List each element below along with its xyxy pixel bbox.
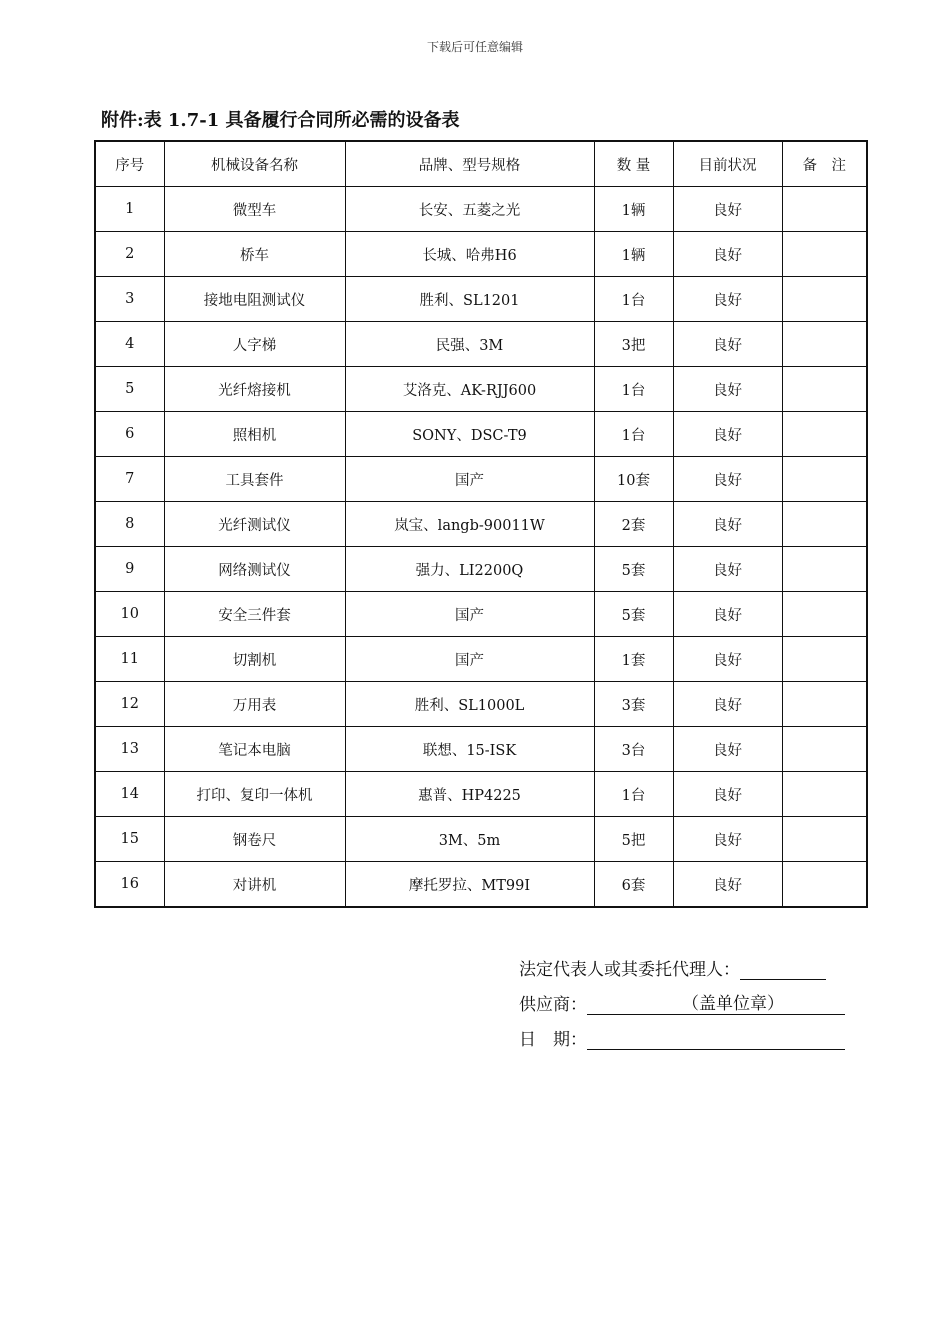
- cell-remarks: [782, 457, 867, 502]
- cell-brand-model: 长城、哈弗H6: [345, 232, 594, 277]
- cell-brand-model: 国产: [345, 592, 594, 637]
- cell-status: 良好: [673, 862, 782, 908]
- cell-quantity: 1台: [594, 277, 673, 322]
- cell-remarks: [782, 277, 867, 322]
- header-index: 序号: [95, 141, 164, 187]
- table-row: [95, 457, 867, 502]
- cell-status: 良好: [673, 592, 782, 637]
- cell-status: 良好: [673, 637, 782, 682]
- table-row: [95, 277, 867, 322]
- cell-remarks: [782, 592, 867, 637]
- table-row: [95, 637, 867, 682]
- representative-row: [519, 945, 845, 980]
- cell-quantity: 2套: [594, 502, 673, 547]
- cell-equipment-name: 微型车: [164, 187, 345, 232]
- cell-brand-model: 艾洛克、AK-RJJ600: [345, 367, 594, 412]
- cell-status: 良好: [673, 367, 782, 412]
- cell-remarks: [782, 862, 867, 908]
- table-row: [95, 772, 867, 817]
- cell-quantity: 1套: [594, 637, 673, 682]
- cell-equipment-name: 钢卷尺: [164, 817, 345, 862]
- supplier-label: 供应商：: [519, 995, 587, 1015]
- cell-brand-model: 联想、15-ISK: [345, 727, 594, 772]
- cell-quantity: 3台: [594, 727, 673, 772]
- table-row: [95, 502, 867, 547]
- cell-index: 7: [95, 457, 164, 502]
- cell-equipment-name: 笔记本电脑: [164, 727, 345, 772]
- cell-remarks: [782, 817, 867, 862]
- cell-status: 良好: [673, 232, 782, 277]
- cell-remarks: [782, 367, 867, 412]
- cell-status: 良好: [673, 412, 782, 457]
- cell-equipment-name: 安全三件套: [164, 592, 345, 637]
- table-row: [95, 817, 867, 862]
- cell-status: 良好: [673, 187, 782, 232]
- cell-equipment-name: 光纤熔接机: [164, 367, 345, 412]
- cell-equipment-name: 人字梯: [164, 322, 345, 367]
- cell-remarks: [782, 412, 867, 457]
- header-note: 下载后可任意编辑: [426, 40, 523, 54]
- cell-brand-model: 摩托罗拉、MT99I: [345, 862, 594, 908]
- cell-brand-model: 3M、5m: [345, 817, 594, 862]
- cell-quantity: 1台: [594, 412, 673, 457]
- cell-remarks: [782, 502, 867, 547]
- cell-status: 良好: [673, 772, 782, 817]
- cell-index: 2: [95, 232, 164, 277]
- signature-block: [519, 945, 845, 1050]
- cell-remarks: [782, 187, 867, 232]
- cell-remarks: [782, 772, 867, 817]
- cell-quantity: 3套: [594, 682, 673, 727]
- cell-equipment-name: 万用表: [164, 682, 345, 727]
- table-row: [95, 367, 867, 412]
- table-row: [95, 187, 867, 232]
- cell-index: 15: [95, 817, 164, 862]
- cell-index: 8: [95, 502, 164, 547]
- cell-status: 良好: [673, 817, 782, 862]
- table-row: [95, 682, 867, 727]
- header-quantity: 数 量: [594, 141, 673, 187]
- header-remarks: 备 注: [782, 141, 867, 187]
- cell-status: 良好: [673, 727, 782, 772]
- cell-equipment-name: 工具套件: [164, 457, 345, 502]
- cell-remarks: [782, 547, 867, 592]
- cell-quantity: 1台: [594, 367, 673, 412]
- cell-index: 13: [95, 727, 164, 772]
- cell-index: 12: [95, 682, 164, 727]
- cell-index: 11: [95, 637, 164, 682]
- cell-remarks: [782, 727, 867, 772]
- cell-status: 良好: [673, 682, 782, 727]
- cell-quantity: 5把: [594, 817, 673, 862]
- cell-brand-model: 岚宝、langb-90011W: [345, 502, 594, 547]
- cell-equipment-name: 光纤测试仪: [164, 502, 345, 547]
- table-body: [95, 187, 867, 908]
- cell-equipment-name: 照相机: [164, 412, 345, 457]
- cell-brand-model: 国产: [345, 637, 594, 682]
- cell-status: 良好: [673, 547, 782, 592]
- cell-brand-model: 胜利、SL1201: [345, 277, 594, 322]
- cell-quantity: 1辆: [594, 232, 673, 277]
- cell-equipment-name: 网络测试仪: [164, 547, 345, 592]
- cell-status: 良好: [673, 502, 782, 547]
- cell-index: 6: [95, 412, 164, 457]
- cell-equipment-name: 对讲机: [164, 862, 345, 908]
- cell-brand-model: 民强、3M: [345, 322, 594, 367]
- cell-equipment-name: 切割机: [164, 637, 345, 682]
- table-row: [95, 862, 867, 908]
- cell-quantity: 6套: [594, 862, 673, 908]
- document-title: 附件:表 1.7-1 具备履行合同所必需的设备表: [101, 110, 460, 131]
- table-header-row: [95, 141, 867, 187]
- cell-quantity: 3把: [594, 322, 673, 367]
- cell-index: 3: [95, 277, 164, 322]
- table-row: [95, 547, 867, 592]
- cell-quantity: 5套: [594, 592, 673, 637]
- cell-quantity: 1台: [594, 772, 673, 817]
- cell-quantity: 1辆: [594, 187, 673, 232]
- cell-equipment-name: 桥车: [164, 232, 345, 277]
- date-signature-line: [587, 1029, 845, 1050]
- cell-remarks: [782, 232, 867, 277]
- cell-status: 良好: [673, 277, 782, 322]
- cell-brand-model: 长安、五菱之光: [345, 187, 594, 232]
- cell-quantity: 10套: [594, 457, 673, 502]
- supplier-row: [519, 980, 845, 1015]
- cell-status: 良好: [673, 457, 782, 502]
- cell-brand-model: 国产: [345, 457, 594, 502]
- cell-brand-model: 胜利、SL1000L: [345, 682, 594, 727]
- cell-status: 良好: [673, 322, 782, 367]
- cell-brand-model: 强力、LI2200Q: [345, 547, 594, 592]
- cell-index: 9: [95, 547, 164, 592]
- header-brand-model: 品牌、型号规格: [345, 141, 594, 187]
- cell-brand-model: 惠普、HP4225: [345, 772, 594, 817]
- equipment-table: [94, 140, 868, 908]
- cell-equipment-name: 打印、复印一体机: [164, 772, 345, 817]
- cell-equipment-name: 接地电阻测试仪: [164, 277, 345, 322]
- cell-index: 16: [95, 862, 164, 908]
- cell-quantity: 5套: [594, 547, 673, 592]
- table-row: [95, 592, 867, 637]
- seal-text: （盖单位章）: [682, 994, 784, 1014]
- header-equipment-name: 机械设备名称: [164, 141, 345, 187]
- cell-remarks: [782, 322, 867, 367]
- header-status: 目前状况: [673, 141, 782, 187]
- cell-index: 4: [95, 322, 164, 367]
- representative-label: 法定代表人或其委托代理人：: [519, 960, 740, 980]
- cell-remarks: [782, 682, 867, 727]
- cell-index: 14: [95, 772, 164, 817]
- cell-remarks: [782, 637, 867, 682]
- table-row: [95, 727, 867, 772]
- cell-brand-model: SONY、DSC-T9: [345, 412, 594, 457]
- cell-index: 5: [95, 367, 164, 412]
- date-row: [519, 1015, 845, 1050]
- cell-index: 1: [95, 187, 164, 232]
- cell-index: 10: [95, 592, 164, 637]
- table-row: [95, 322, 867, 367]
- supplier-signature-line: [587, 994, 845, 1015]
- date-label: 日 期：: [519, 1030, 587, 1050]
- table-row: [95, 412, 867, 457]
- table-row: [95, 232, 867, 277]
- representative-signature-line: [740, 959, 826, 980]
